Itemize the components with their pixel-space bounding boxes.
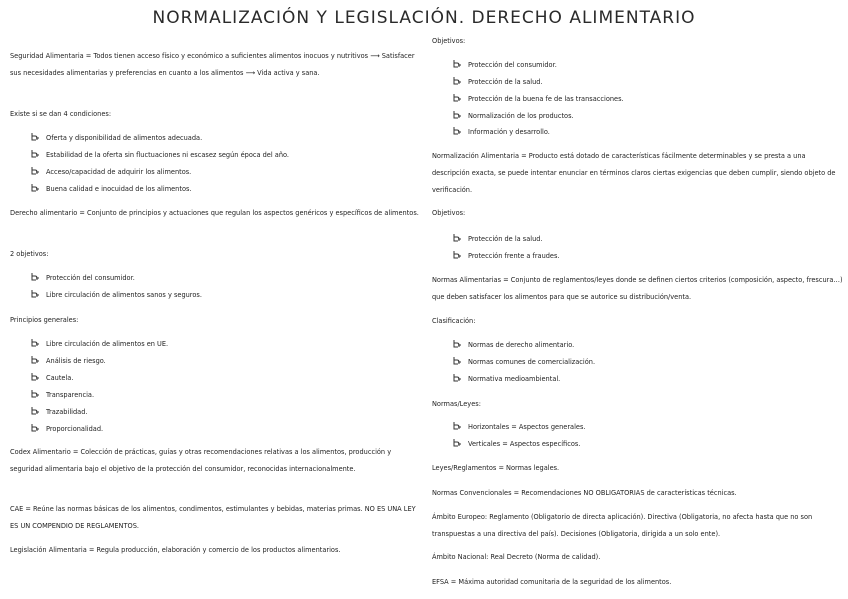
normas-convencionales-paragraph: Normas Convencionales = Recomendaciones NO OBLIGATORIAS de características técnicas.: [432, 489, 737, 497]
bullet-icon: [30, 166, 41, 177]
bullet-icon: [452, 339, 463, 350]
bullet-icon: [30, 132, 41, 143]
bullet-icon: [452, 438, 463, 449]
normalizacion-alimentaria-paragraph: Normalización Alimentaria = Producto está dotado de características fácilmente determinables y se presta a una descripción exacta, se puede intentar enunciar en términos claros ciertas exigencias que deben cumplir, siendo objeto de verificación.: [432, 152, 836, 194]
page-title: NORMALIZACIÓN Y LEGISLACIÓN. DERECHO ALIMENTARIO: [152, 8, 696, 28]
bullet-icon: [452, 373, 463, 384]
ambito-europeo-paragraph: Ámbito Europeo: Reglamento (Obligatorio de directa aplicación). Directiva (Obligatoria, no afecta hasta que no son transpuestas a una directiva del país). Decisiones (Obligatoria, dirigida a un solo ente).: [432, 513, 813, 538]
ambito-nacional-paragraph: Ámbito Nacional: Real Decreto (Norma de calidad).: [432, 553, 601, 561]
bullet-icon: [30, 355, 41, 366]
bullet-icon: [452, 59, 463, 70]
legislacion-alimentaria-paragraph: Legislación Alimentaria = Regula producción, elaboración y comercio de los productos alimentarios.: [10, 546, 341, 554]
bullet-icon: [30, 289, 41, 300]
codex-alimentario-paragraph: Codex Alimentario = Colección de prácticas, guías y otras recomendaciones relativas a los alimentos, producción y seguridad alimentaria bajo el objetivo de la protección del consumidor, reconocidas internacionalmente.: [10, 448, 392, 473]
cae-paragraph: CAE = Reúne las normas básicas de los alimentos, condimentos, estimulantes y bebidas, materias primas. NO ES UNA LEY ES UN COMPENDIO DE REGLAMENTOS.: [10, 505, 416, 530]
normas-alimentarias-paragraph: Normas Alimentarias = Conjunto de reglamentos/leyes donde se definen ciertos criterios (composición, aspecto, frescura…) que deben satisfacer los alimentos para que se autorice su distribución/venta.: [432, 276, 843, 301]
bullet-icon: [30, 423, 41, 434]
bullet-icon: [452, 356, 463, 367]
bullet-icon: [452, 421, 463, 432]
normas-leyes-heading: Normas/Leyes:: [432, 400, 481, 408]
seguridad-alimentaria-paragraph: Seguridad Alimentaria = Todos tienen acceso físico y económico a suficientes alimentos inocuos y nutritivos ⟶ Satisfacer sus necesidades alimentarias y preferencias en cuanto a los alimentos ⟶ Vida activa y sana.: [10, 52, 415, 77]
objetivos-heading: 2 objetivos:: [10, 250, 49, 258]
bullet-icon: [452, 93, 463, 104]
bullet-icon: [30, 183, 41, 194]
bullet-icon: [452, 126, 463, 137]
bullet-icon: [30, 149, 41, 160]
bullet-icon: [452, 76, 463, 87]
principios-heading: Principios generales:: [10, 316, 79, 324]
leyes-reglamentos-paragraph: Leyes/Reglamentos = Normas legales.: [432, 464, 560, 472]
bullet-icon: [30, 389, 41, 400]
bullet-icon: [452, 233, 463, 244]
bullet-icon: [452, 110, 463, 121]
bullet-icon: [30, 338, 41, 349]
clasificacion-heading: Clasificación:: [432, 317, 476, 325]
bullet-icon: [452, 250, 463, 261]
objetivos-heading-2: Objetivos:: [432, 209, 466, 217]
bullet-icon: [30, 272, 41, 283]
bullet-icon: [30, 372, 41, 383]
derecho-alimentario-paragraph: Derecho alimentario = Conjunto de principios y actuaciones que regulan los aspectos genéricos y específicos de alimentos.: [10, 209, 419, 217]
objetivos-heading-1: Objetivos:: [432, 37, 466, 45]
condiciones-heading: Existe si se dan 4 condiciones:: [10, 110, 112, 118]
efsa-paragraph: EFSA = Máxima autoridad comunitaria de la seguridad de los alimentos.: [432, 578, 672, 586]
bullet-icon: [30, 406, 41, 417]
